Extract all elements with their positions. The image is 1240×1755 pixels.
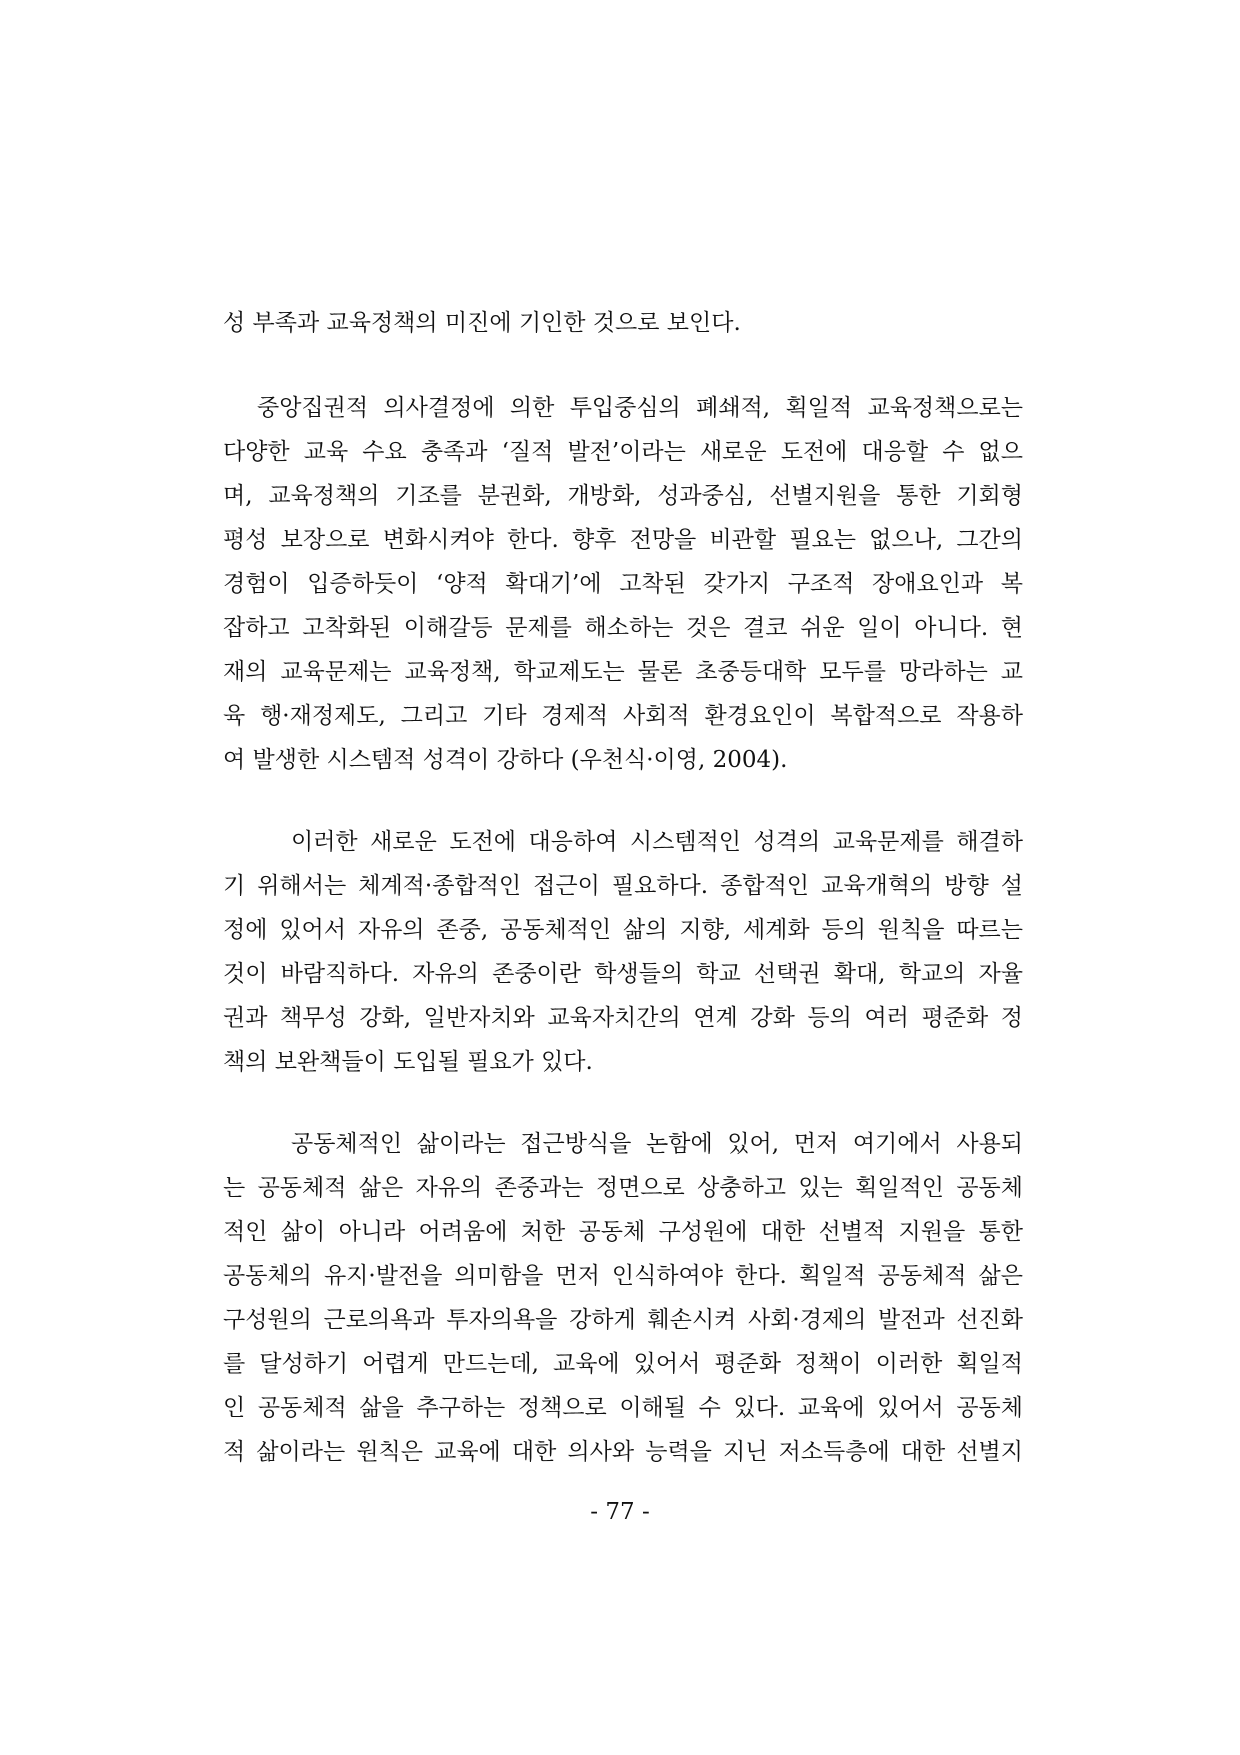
paragraph-line: 구성원의 근로의욕과 투자의욕을 강하게 훼손시켜 사회·경제의 발전과 선진화 bbox=[223, 1307, 1023, 1333]
paragraph-line: 권과 책무성 강화, 일반자치와 교육자치간의 연계 강화 등의 여러 평준화 정 bbox=[223, 1005, 1023, 1031]
paragraph-line: 평성 보장으로 변화시켜야 한다. 향후 전망을 비관할 필요는 없으나, 그간의 bbox=[223, 527, 1023, 553]
paragraph-line: 잡하고 고착화된 이해갈등 문제를 해소하는 것은 결코 쉬운 일이 아니다. 현 bbox=[223, 615, 1023, 641]
paragraph-line: 기 위해서는 체계적·종합적인 접근이 필요하다. 종합적인 교육개혁의 방향 설 bbox=[223, 873, 1023, 899]
paragraph-line: 육 행·재정제도, 그리고 기타 경제적 사회적 환경요인이 복합적으로 작용하 bbox=[223, 703, 1023, 729]
paragraph-line: 책의 보완책들이 도입될 필요가 있다. bbox=[223, 1049, 593, 1075]
paragraph-line: 중앙집권적 의사결정에 의한 투입중심의 폐쇄적, 획일적 교육정책으로는 bbox=[257, 395, 1023, 421]
paragraph-line: 적인 삶이 아니라 어려움에 처한 공동체 구성원에 대한 선별적 지원을 통한 bbox=[223, 1219, 1023, 1245]
paragraph-line: 것이 바람직하다. 자유의 존중이란 학생들의 학교 선택권 확대, 학교의 자율 bbox=[223, 961, 1023, 987]
paragraph-line: 다양한 교육 수요 충족과 ‘질적 발전’이라는 새로운 도전에 대응할 수 없으 bbox=[223, 439, 1023, 465]
paragraph-line: 며, 교육정책의 기조를 분권화, 개방화, 성과중심, 선별지원을 통한 기회형 bbox=[223, 483, 1023, 509]
paragraph-line: 재의 교육문제는 교육정책, 학교제도는 물론 초중등대학 모두를 망라하는 교 bbox=[223, 659, 1023, 685]
intro-line: 성 부족과 교육정책의 미진에 기인한 것으로 보인다. bbox=[223, 310, 741, 336]
page-number: - 77 - bbox=[590, 1499, 650, 1525]
paragraph-line: 를 달성하기 어렵게 만드는데, 교육에 있어서 평준화 정책이 이러한 획일적 bbox=[223, 1351, 1023, 1377]
paragraph-line: 여 발생한 시스템적 성격이 강하다 (우천식·이영, 2004). bbox=[223, 747, 788, 773]
paragraph-line: 정에 있어서 자유의 존중, 공동체적인 삶의 지향, 세계화 등의 원칙을 따르는 bbox=[223, 917, 1023, 943]
paragraph-line: 경험이 입증하듯이 ‘양적 확대기’에 고착된 갖가지 구조적 장애요인과 복 bbox=[223, 571, 1023, 597]
paragraph-line: 는 공동체적 삶은 자유의 존중과는 정면으로 상충하고 있는 획일적인 공동체 bbox=[223, 1175, 1023, 1201]
paragraph-line: 적 삶이라는 원칙은 교육에 대한 의사와 능력을 지닌 저소득층에 대한 선별지 bbox=[223, 1439, 1023, 1465]
paragraph-line: 공동체적인 삶이라는 접근방식을 논함에 있어, 먼저 여기에서 사용되 bbox=[291, 1131, 1023, 1157]
paragraph-line: 공동체의 유지·발전을 의미함을 먼저 인식하여야 한다. 획일적 공동체적 삶은 bbox=[223, 1263, 1023, 1289]
paragraph-line: 인 공동체적 삶을 추구하는 정책으로 이해될 수 있다. 교육에 있어서 공동체 bbox=[223, 1395, 1023, 1421]
paragraph-line: 이러한 새로운 도전에 대응하여 시스템적인 성격의 교육문제를 해결하 bbox=[291, 829, 1023, 855]
